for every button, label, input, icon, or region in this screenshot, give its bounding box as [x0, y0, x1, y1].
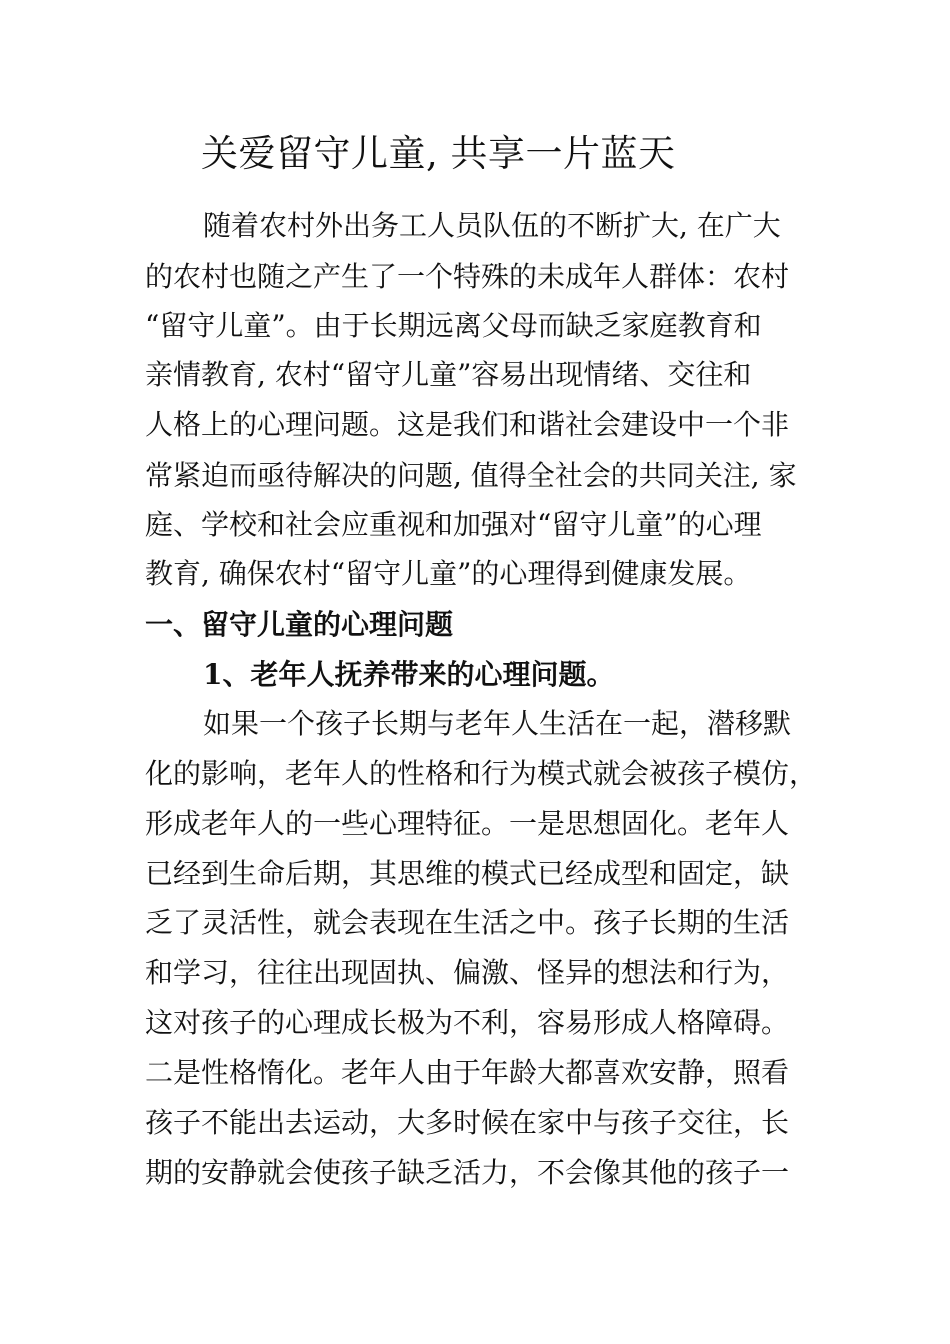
- body-line-9: 孩子不能出去运动，大多时候在家中与孩子交往，长: [145, 1106, 790, 1139]
- subsection-heading-1: 1、老年人抚养带来的心理问题。: [203, 658, 615, 691]
- body-line-5: 乏了灵活性，就会表现在生活之中。孩子长期的生活: [145, 906, 790, 939]
- body-line-6: 和学习，往往出现固执、偏激、怪异的想法和行为，: [145, 956, 790, 989]
- body-line-2: 化的影响，老年人的性格和行为模式就会被孩子模仿，: [145, 757, 818, 790]
- intro-line-1: 随着农村外出务工人员队伍的不断扩大, 在广大: [203, 209, 781, 242]
- body-line-4: 已经到生命后期，其思维的模式已经成型和固定，缺: [145, 857, 790, 890]
- intro-line-5: 人格上的心理问题。这是我们和谐社会建设中一个非: [145, 408, 790, 441]
- intro-line-2: 的农村也随之产生了一个特殊的未成年人群体：农村: [145, 260, 790, 293]
- body-line-1: 如果一个孩子长期与老年人生活在一起，潜移默: [203, 707, 792, 740]
- intro-line-3: “留守儿童”。由于长期远离父母而缺乏家庭教育和: [145, 309, 762, 342]
- body-line-7: 这对孩子的心理成长极为不利，容易形成人格障碍。: [145, 1006, 790, 1039]
- section-heading-1: 一、留守儿童的心理问题: [145, 608, 454, 641]
- body-line-10: 期的安静就会使孩子缺乏活力，不会像其他的孩子一: [145, 1156, 790, 1189]
- body-line-8: 二是性格惰化。老年人由于年龄大都喜欢安静，照看: [145, 1056, 790, 1089]
- body-line-3: 形成老年人的一些心理特征。一是思想固化。老年人: [145, 807, 790, 840]
- document-title: 关爱留守儿童, 共享一片蓝天: [201, 132, 676, 175]
- intro-line-8: 教育, 确保农村“留守儿童”的心理得到健康发展。: [145, 557, 752, 590]
- intro-line-4: 亲情教育, 农村“留守儿童”容易出现情绪、交往和: [145, 358, 752, 391]
- intro-line-6: 常紧迫而亟待解决的问题, 值得全社会的共同关注, 家: [145, 459, 797, 492]
- intro-line-7: 庭、学校和社会应重视和加强对“留守儿童”的心理: [145, 508, 762, 541]
